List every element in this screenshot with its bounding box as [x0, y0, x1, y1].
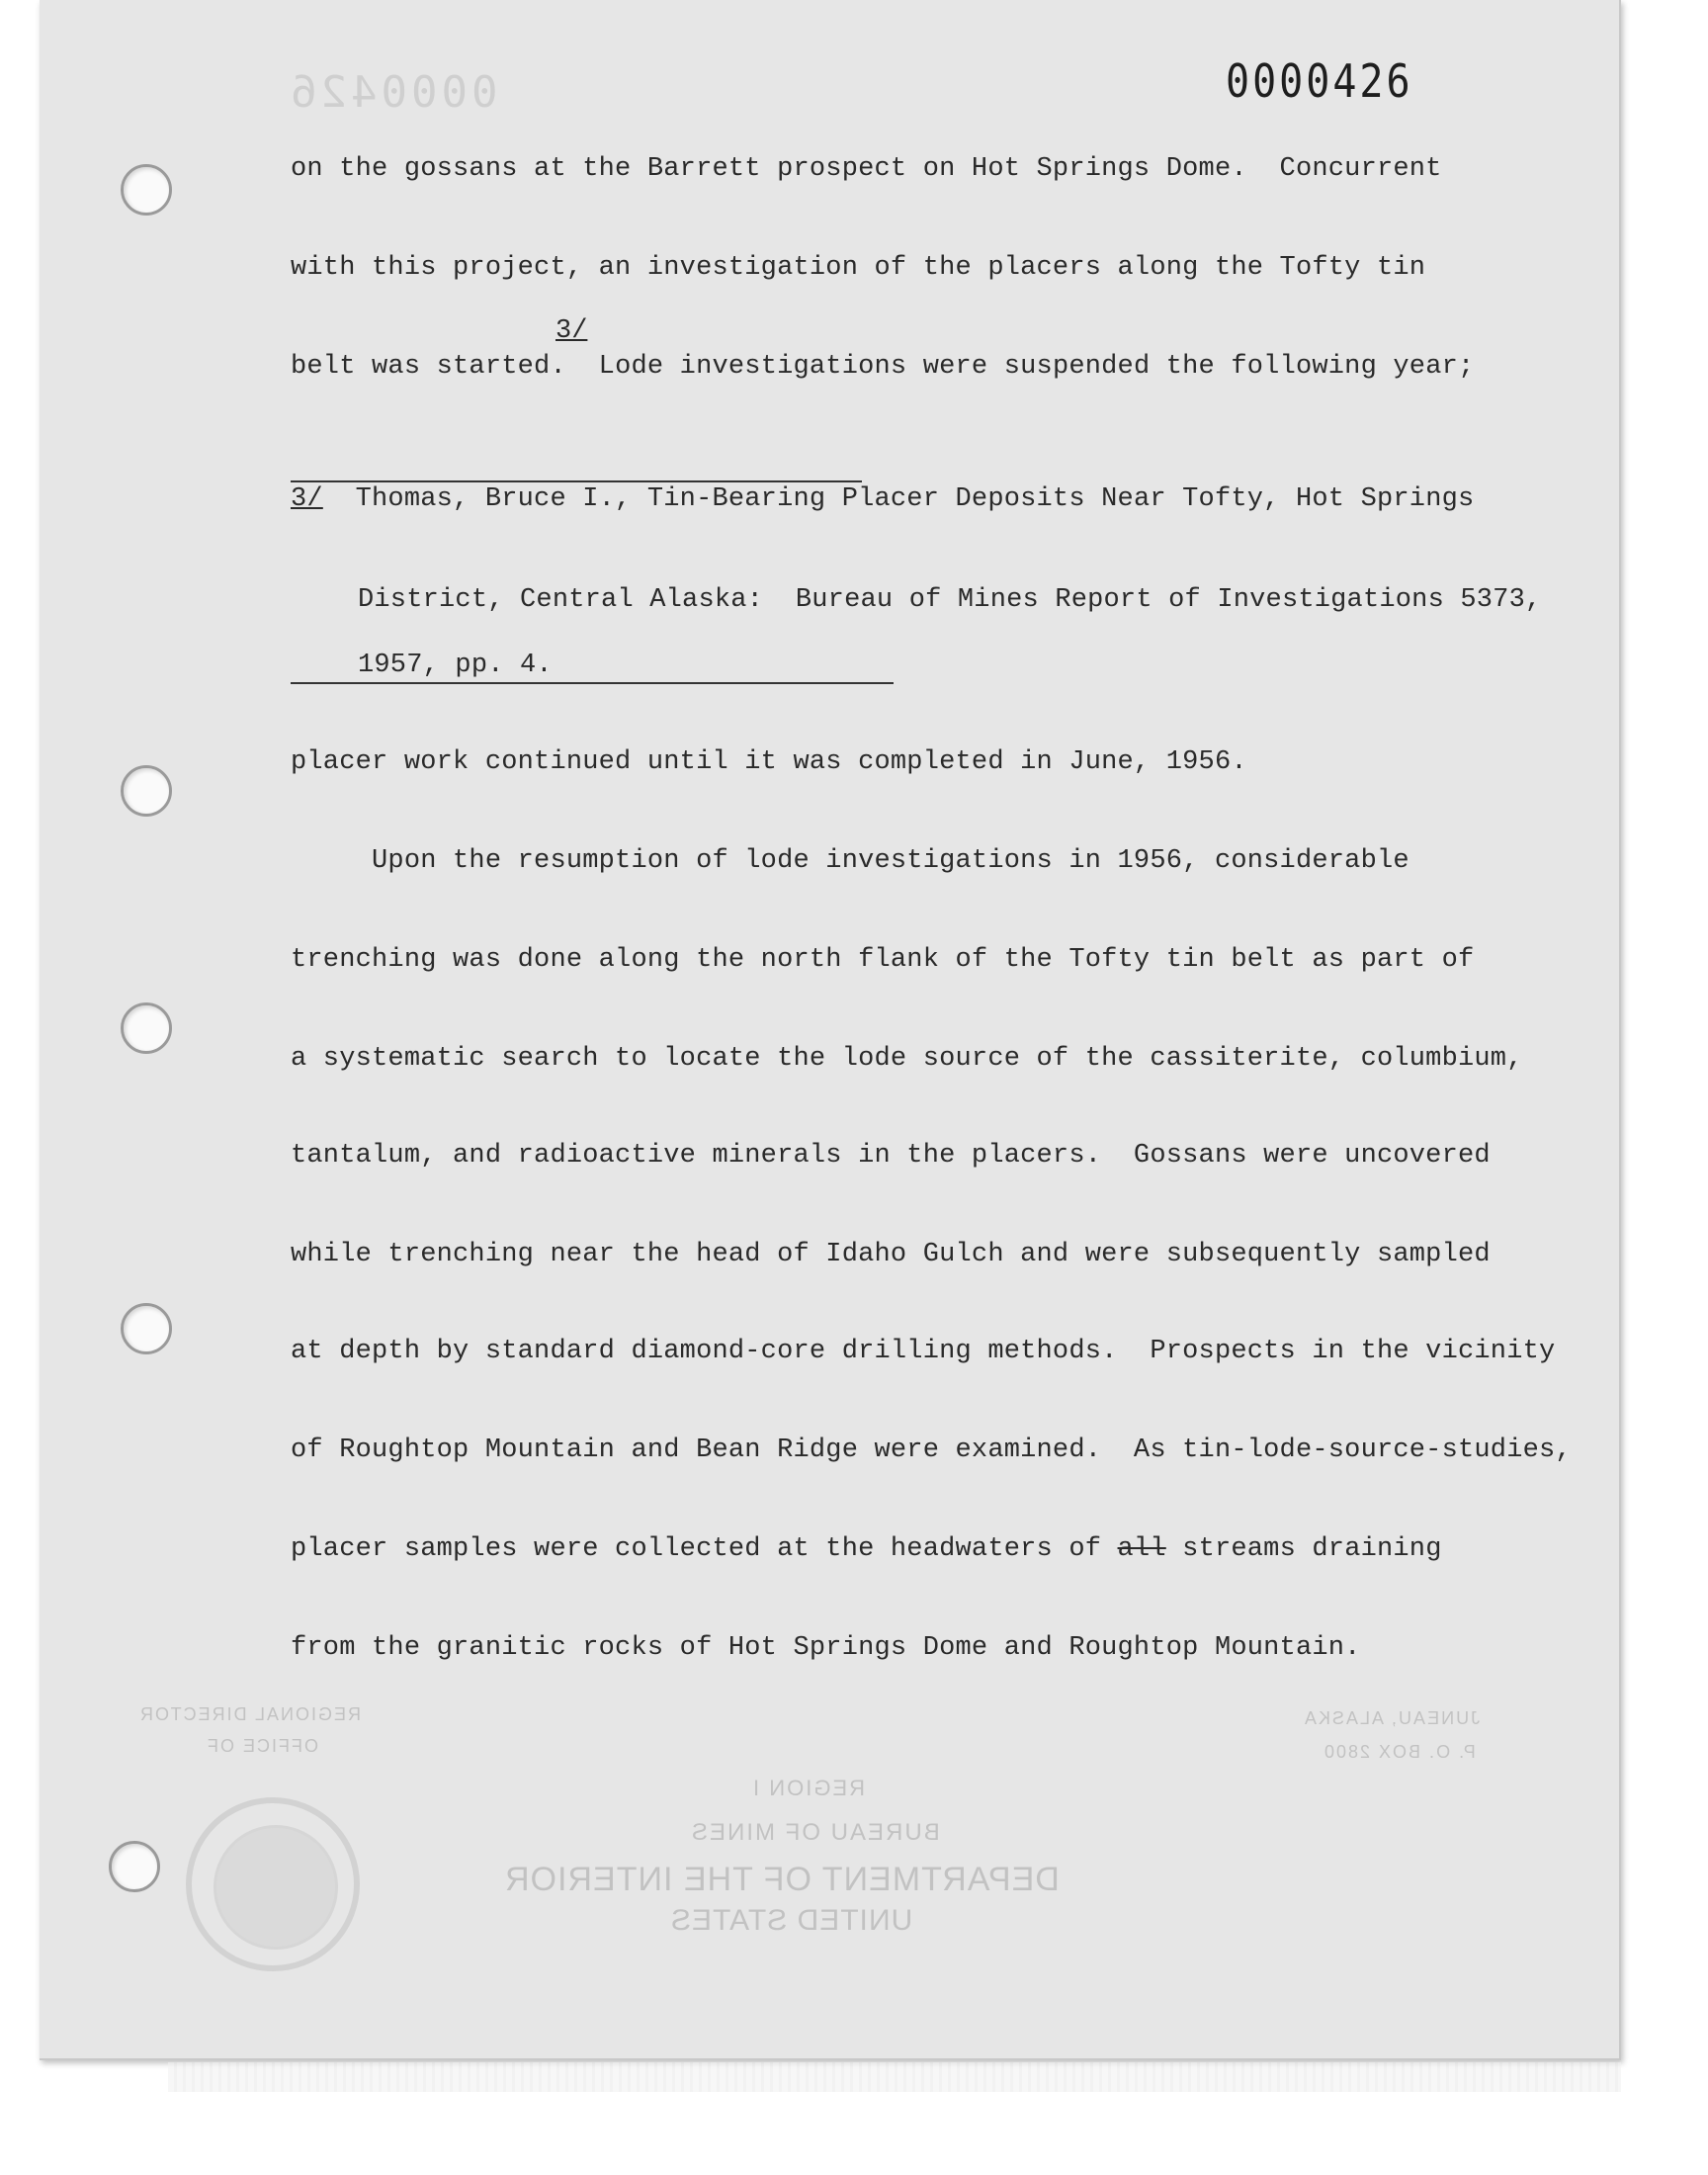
binder-hole: [121, 765, 172, 817]
binder-hole: [109, 1841, 160, 1892]
body-line: tantalum, and radioactive minerals in the placers. Gossans were uncovered: [291, 1141, 1491, 1171]
body-line: [291, 352, 1474, 382]
letterhead-ghost: UNITED STATES: [670, 1904, 913, 1937]
body-line: on the gossans at the Barrett prospect on Hot Springs Dome. Concurrent: [291, 154, 1442, 184]
body-text: belt was started.: [291, 352, 566, 382]
footnote-line: [291, 484, 1474, 514]
body-line: placer work continued until it was completed in June, 1956.: [291, 747, 1247, 777]
body-text: streams draining: [1165, 1534, 1442, 1564]
letterhead-ghost: OFFICE OF: [206, 1736, 318, 1756]
body-line: [291, 1534, 1442, 1564]
document-page: [40, 0, 1621, 2060]
letterhead-ghost: REGION I: [751, 1776, 866, 1800]
struck-word: all: [1117, 1534, 1166, 1564]
footnote-rule: [291, 480, 862, 482]
body-text: Lode investigations were suspended the following year;: [565, 352, 1475, 382]
footnote-line: District, Central Alaska: Bureau of Mines Report of Investigations 5373,: [358, 585, 1542, 615]
letterhead-ghost: BUREAU OF MINES: [690, 1819, 940, 1846]
footnote-reference: 3/: [555, 316, 588, 346]
body-line: from the granitic rocks of Hot Springs Dome and Roughtop Mountain.: [291, 1633, 1361, 1663]
body-line: Upon the resumption of lode investigations in 1956, considerable: [291, 846, 1409, 876]
binder-hole: [121, 1303, 172, 1354]
letterhead-ghost: DEPARTMENT OF THE INTERIOR: [504, 1861, 1060, 1898]
binder-hole: [121, 164, 172, 216]
body-line: trenching was done along the north flank of the Tofty tin belt as part of: [291, 945, 1475, 975]
body-line: while trenching near the head of Idaho Gulch and were subsequently sampled: [291, 1240, 1491, 1269]
document-number: 0000426: [1226, 55, 1413, 109]
bleed-through-number: 0000426: [287, 67, 498, 118]
binder-hole: [121, 1002, 172, 1054]
body-text: placer samples were collected at the headwaters of: [291, 1534, 1118, 1564]
body-line: of Roughtop Mountain and Bean Ridge were examined. As tin-lode-source-studies,: [291, 1436, 1572, 1465]
body-line: at depth by standard diamond-core drilling methods. Prospects in the vicinity: [291, 1337, 1556, 1366]
footnote-rule: [291, 682, 894, 684]
body-line: a systematic search to locate the lode source of the cassiterite, columbium,: [291, 1044, 1523, 1074]
footnote-text: Thomas, Bruce I., Tin-Bearing Placer Deposits Near Tofty, Hot Springs: [322, 484, 1475, 514]
scan-edge: [168, 2062, 1621, 2092]
seal-ghost: [186, 1797, 360, 1971]
letterhead-ghost: JUNEAU, ALASKA: [1303, 1708, 1481, 1728]
body-line: with this project, an investigation of the placers along the Tofty tin: [291, 253, 1426, 283]
footnote-line: 1957, pp. 4.: [358, 651, 553, 680]
letterhead-ghost: REGIONAL DIRECTOR: [138, 1704, 362, 1724]
letterhead-ghost: P. O. BOX 2800: [1323, 1742, 1476, 1762]
footnote-marker: 3/: [291, 484, 323, 514]
